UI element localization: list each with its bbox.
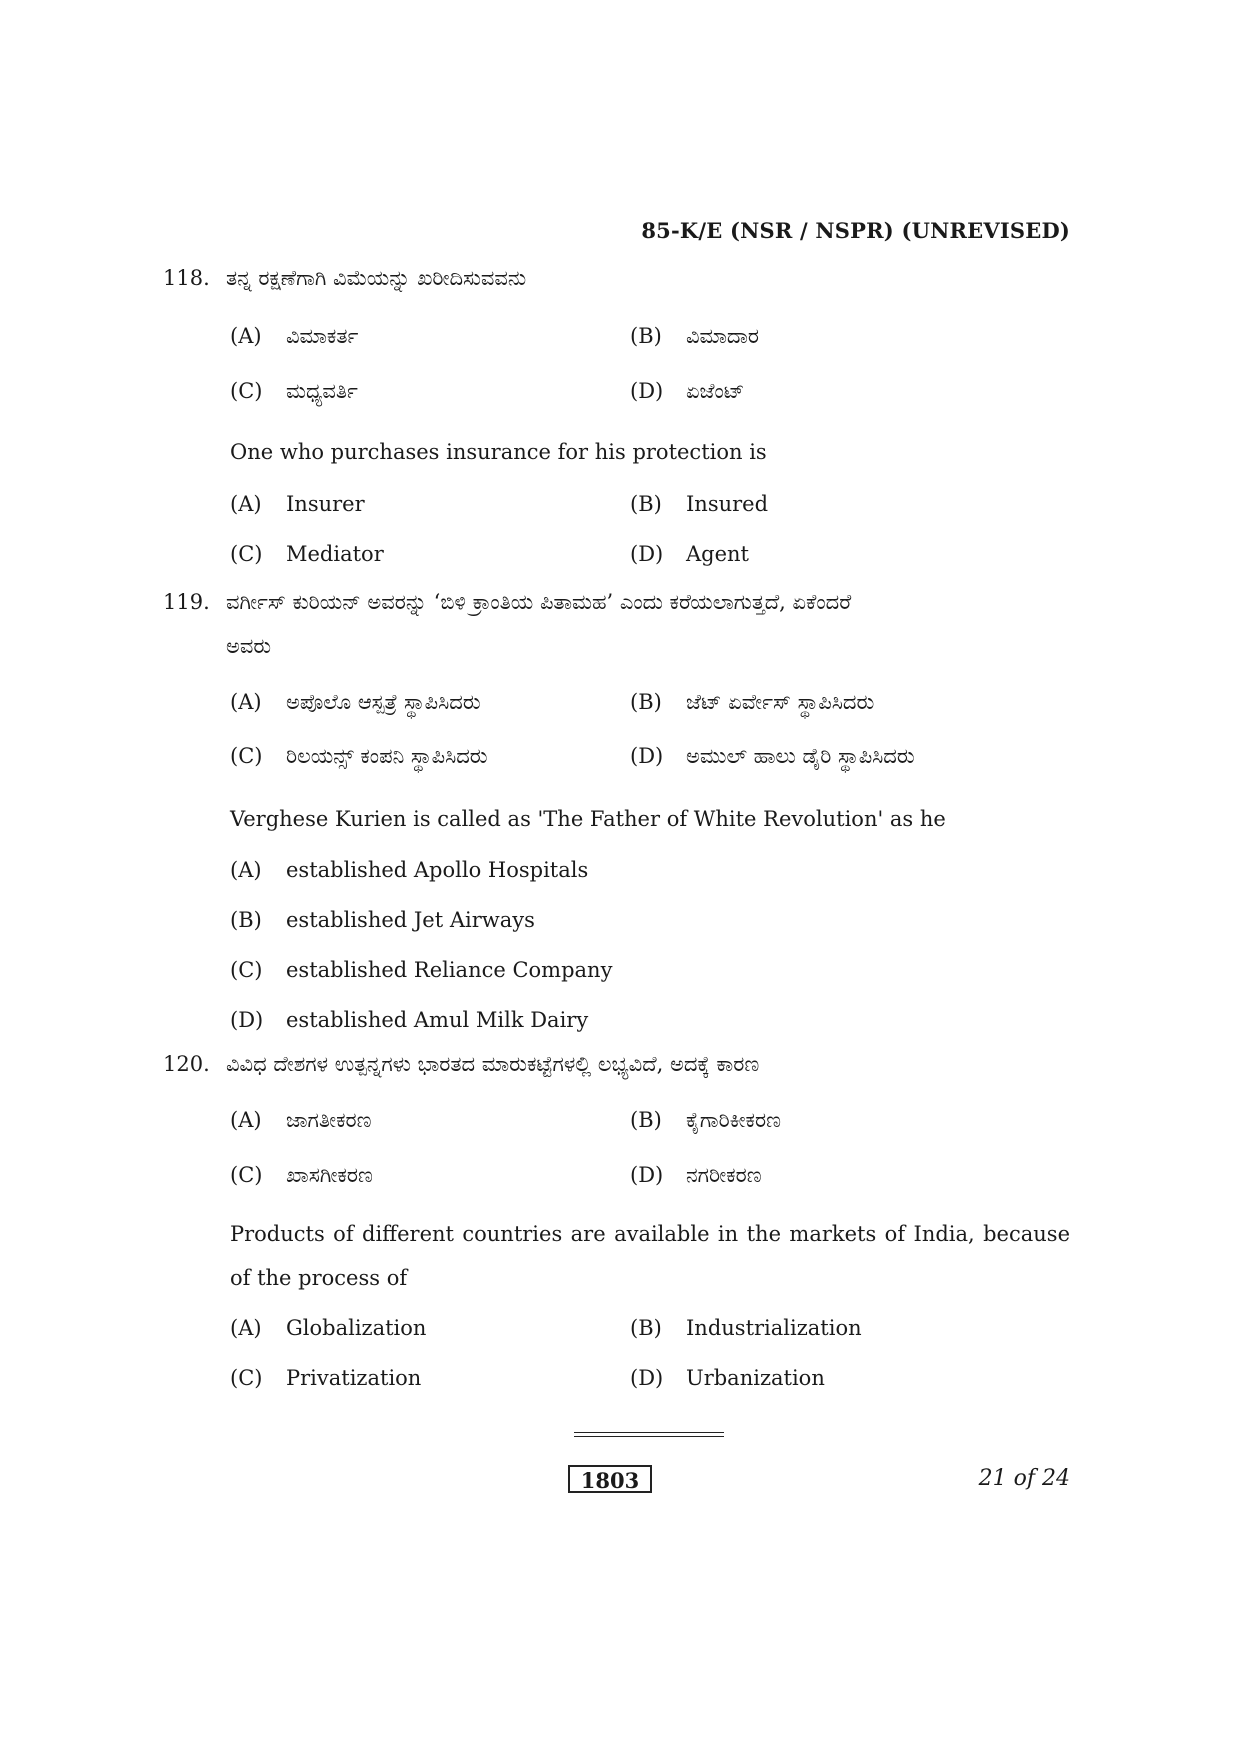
question-text-kannada: ವಿವಿಧ ದೇಶಗಳ ಉತ್ಪನ್ನಗಳು ಭಾರತದ ಮಾರುಕಟ್ಟೆಗಳಲ್ಲಿ ಲಭ್ಯವಿದೆ, ಅದಕ್ಕೆ ಕಾರಣ (226, 1052, 760, 1076)
question-text-kannada-line2: ಅವರು (226, 634, 272, 658)
option-c-english (230, 1363, 421, 1393)
question-text-english: Verghese Kurien is called as 'The Father of White Revolution' as he (230, 807, 946, 831)
option-c-english (230, 539, 384, 569)
option-text: Urbanization (686, 1366, 825, 1390)
option-text: ಅಪೊಲೊ ಆಸ್ಪತ್ರೆ ಸ್ಥಾಪಿಸಿದರು (286, 690, 481, 714)
option-label: (C) (230, 958, 263, 982)
divider (574, 1436, 724, 1437)
question-text-english: One who purchases insurance for his protection is (230, 440, 767, 464)
option-label: (A) (230, 1108, 262, 1132)
option-label: (A) (230, 492, 262, 516)
question-text-kannada: ತನ್ನ ರಕ್ಷಣೆಗಾಗಿ ವಿಮೆಯನ್ನು ಖರೀದಿಸುವವನು (226, 266, 527, 290)
option-label: (A) (230, 1316, 262, 1340)
option-b-kannada (630, 321, 759, 351)
option-text: ಜಾಗತೀಕರಣ (286, 1108, 372, 1132)
option-text: established Jet Airways (286, 908, 535, 932)
option-label: (C) (230, 1366, 263, 1390)
option-label: (D) (630, 1163, 664, 1187)
option-label: (B) (630, 324, 662, 348)
option-c-kannada (230, 1160, 373, 1190)
option-d-kannada (630, 1160, 762, 1190)
option-a-kannada (230, 1105, 372, 1135)
paper-code-header: 85-K/E (NSR / NSPR) (UNREVISED) (641, 218, 1070, 243)
option-text: established Amul Milk Dairy (286, 1008, 589, 1032)
question-text-english: Products of different countries are available in the markets of India, because of the process of (230, 1222, 1070, 1290)
option-label: (D) (630, 744, 664, 768)
option-text: Globalization (286, 1316, 427, 1340)
option-label: (B) (630, 492, 662, 516)
option-text: ರಿಲಯನ್ಸ್ ಕಂಪನಿ ಸ್ಥಾಪಿಸಿದರು (286, 744, 488, 768)
option-text: ನಗರೀಕರಣ (686, 1163, 762, 1187)
option-a-kannada (230, 321, 358, 351)
option-label: (C) (230, 1163, 263, 1187)
option-b-english (630, 489, 768, 519)
option-label: (A) (230, 690, 262, 714)
option-label: (A) (230, 324, 262, 348)
divider (574, 1432, 724, 1433)
option-a-english (230, 855, 588, 885)
option-text: Privatization (286, 1366, 422, 1390)
question-number: 120. (163, 1052, 210, 1076)
question-number: 118. (163, 266, 210, 290)
option-label: (B) (230, 908, 262, 932)
option-text: established Apollo Hospitals (286, 858, 589, 882)
option-d-english (630, 539, 749, 569)
page-number: 21 of 24 (978, 1466, 1070, 1491)
option-text: established Reliance Company (286, 958, 613, 982)
option-a-kannada (230, 687, 481, 717)
option-label: (B) (630, 1108, 662, 1132)
option-a-english (230, 489, 365, 519)
option-label: (D) (230, 1008, 264, 1032)
booklet-code-box: 1803 (568, 1465, 652, 1493)
option-text: ಜೆಟ್ ಏರ್ವೇಸ್ ಸ್ಥಾಪಿಸಿದರು (686, 690, 875, 714)
option-b-english (230, 905, 535, 935)
option-text: ಅಮುಲ್ ಹಾಲು ಡೈರಿ ಸ್ಥಾಪಿಸಿದರು (686, 744, 915, 768)
option-label: (C) (230, 744, 263, 768)
option-label: (D) (630, 379, 664, 403)
option-text: ಕೈಗಾರಿಕೀಕರಣ (686, 1108, 782, 1132)
option-label: (C) (230, 542, 263, 566)
option-label: (C) (230, 379, 263, 403)
option-d-kannada (630, 376, 744, 406)
option-label: (D) (630, 1366, 664, 1390)
option-text: ವಿಮಾದಾರ (686, 324, 760, 348)
option-text: ಖಾಸಗೀಕರಣ (286, 1163, 373, 1187)
option-label: (B) (630, 1316, 662, 1340)
question-text-kannada-line1: ವರ್ಗೀಸ್ ಕುರಿಯನ್ ಅವರನ್ನು ‘ಬಿಳಿ ಕ್ರಾಂತಿಯ ಪಿತಾಮಹ’ ಎಂದು ಕರೆಯಲಾಗುತ್ತದೆ, ಏಕೆಂದರೆ (226, 590, 852, 614)
option-text: ಮಧ್ಯವರ್ತಿ (286, 379, 358, 403)
option-b-english (630, 1313, 862, 1343)
option-label: (A) (230, 858, 262, 882)
option-c-kannada (230, 376, 358, 406)
option-text: ವಿಮಾಕರ್ತ (286, 324, 359, 348)
option-d-english (630, 1363, 825, 1393)
option-text: Industrialization (686, 1316, 862, 1340)
question-number: 119. (163, 590, 210, 614)
option-a-english (230, 1313, 426, 1343)
option-c-kannada (230, 741, 488, 771)
end-rule (574, 1432, 724, 1440)
option-d-english (230, 1005, 588, 1035)
option-text: ಏಜೆಂಟ್ (686, 379, 745, 403)
option-label: (D) (630, 542, 664, 566)
option-c-english (230, 955, 612, 985)
option-text: Mediator (286, 542, 384, 566)
option-text: Insurer (286, 492, 365, 516)
option-text: Insured (686, 492, 769, 516)
option-d-kannada (630, 741, 915, 771)
option-text: Agent (686, 542, 749, 566)
option-b-kannada (630, 687, 874, 717)
option-b-kannada (630, 1105, 781, 1135)
option-label: (B) (630, 690, 662, 714)
